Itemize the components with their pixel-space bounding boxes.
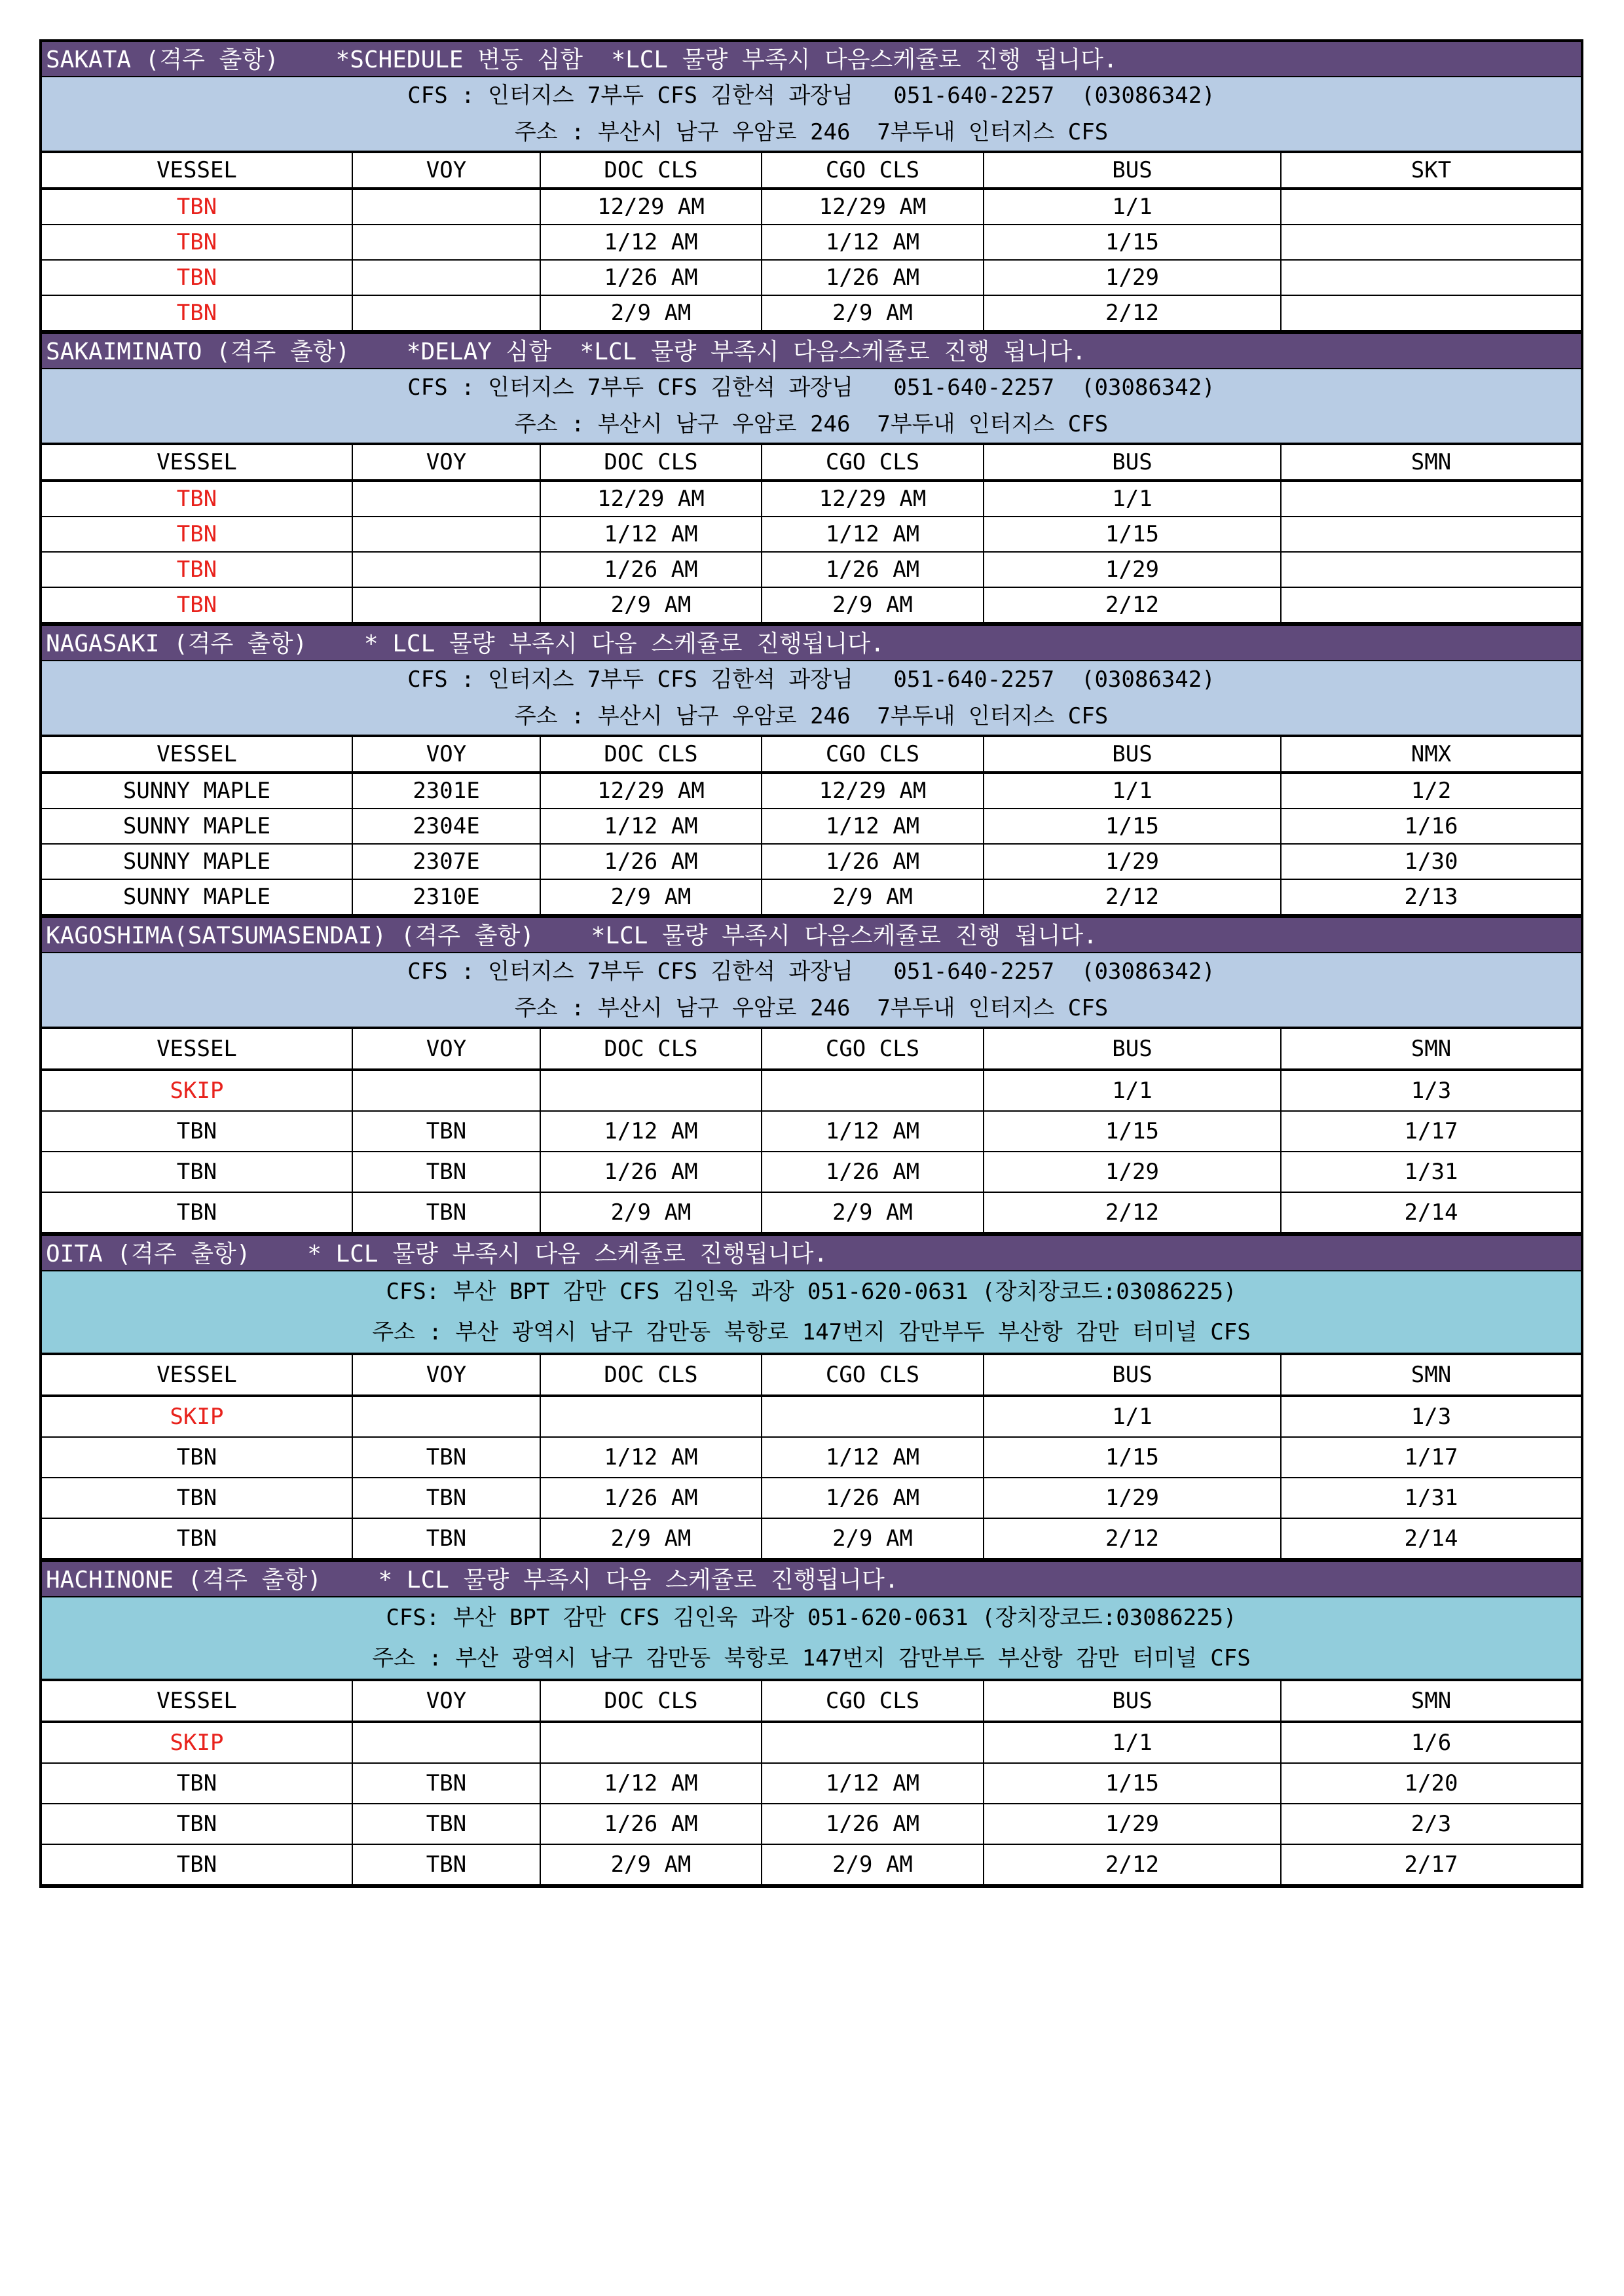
bus-cell: 1/1 [984,1396,1281,1437]
vessel-cell: TBN [42,1152,352,1192]
voy-cell: TBN [352,1518,540,1559]
cfs-info [42,368,1581,443]
cgo-cls-cell: 2/9 AM [762,587,984,623]
doc-cls-cell [540,1396,762,1437]
cgo-cls-cell: 12/29 AM [762,189,984,225]
doc-cls-cell: 1/12 AM [540,225,762,260]
voy-cell [352,1396,540,1437]
cgo-cls-cell: 1/12 AM [762,517,984,552]
section-header: KAGOSHIMA(SATSUMASENDAI) (격주 출항) *LCL 물량 부족시 다음스케쥴로 진행 됩니다. [42,915,1581,952]
section-header: HACHINONE (격주 출항) * LCL 물량 부족시 다음 스케쥴로 진행됩니다. [42,1559,1581,1596]
cgo-cls-cell: 2/9 AM [762,1844,984,1885]
table-header-row [42,152,1581,189]
schedule-table [42,443,1581,623]
dest-cell: 1/17 [1281,1437,1581,1478]
bus-cell: 1/29 [984,260,1281,295]
table-row [42,773,1581,809]
vessel-cell: TBN [42,1763,352,1804]
cgo-cls-cell: 1/26 AM [762,260,984,295]
bus-cell: 1/15 [984,1437,1281,1478]
col-vessel: VESSEL [42,1680,352,1722]
col-vessel: VESSEL [42,736,352,773]
dest-cell: 2/14 [1281,1518,1581,1559]
col-voy: VOY [352,152,540,189]
cgo-cls-cell: 12/29 AM [762,481,984,517]
table-row [42,1804,1581,1844]
address-line: 주소 : 부산시 남구 우암로 246 7부두내 인터지스 CFS [514,411,1109,437]
doc-cls-cell: 2/9 AM [540,879,762,915]
voy-cell: TBN [352,1192,540,1233]
table-header-row [42,1680,1581,1722]
voy-cell: 2307E [352,844,540,879]
doc-cls-cell: 1/26 AM [540,1478,762,1518]
dest-cell: 2/17 [1281,1844,1581,1885]
section-sakata [42,39,1581,331]
cgo-cls-cell: 1/12 AM [762,1437,984,1478]
doc-cls-cell [540,1722,762,1763]
address-line: 주소 : 부산시 남구 우암로 246 7부두내 인터지스 CFS [514,703,1109,729]
table-row [42,1763,1581,1804]
table-row [42,1111,1581,1152]
table-header-row [42,1354,1581,1396]
schedule-table [42,1353,1581,1559]
table-row [42,225,1581,260]
doc-cls-cell: 1/12 AM [540,1111,762,1152]
table-header-row [42,1028,1581,1070]
doc-cls-cell: 1/26 AM [540,844,762,879]
vessel-cell: SUNNY MAPLE [42,879,352,915]
doc-cls-cell [540,1070,762,1111]
dest-cell: 1/31 [1281,1152,1581,1192]
voy-cell: TBN [352,1844,540,1885]
voy-cell [352,260,540,295]
bus-cell: 1/15 [984,809,1281,844]
col-doc-cls: DOC CLS [540,1354,762,1396]
bus-cell: 2/12 [984,587,1281,623]
vessel-cell: SKIP [42,1070,352,1111]
dest-cell: 1/31 [1281,1478,1581,1518]
bus-cell: 1/29 [984,1152,1281,1192]
col-destination: SMN [1281,444,1581,481]
doc-cls-cell: 2/9 AM [540,295,762,331]
address-line: 주소 : 부산 광역시 남구 감만동 북항로 147번지 감만부두 부산항 감만 터미널 CFS [372,1645,1251,1671]
doc-cls-cell: 2/9 AM [540,1192,762,1233]
cgo-cls-cell: 1/12 AM [762,1763,984,1804]
bus-cell: 1/29 [984,844,1281,879]
voy-cell [352,295,540,331]
dest-cell: 2/13 [1281,879,1581,915]
vessel-cell: SUNNY MAPLE [42,773,352,809]
voy-cell [352,481,540,517]
bus-cell: 1/1 [984,189,1281,225]
doc-cls-cell: 1/26 AM [540,552,762,587]
col-voy: VOY [352,444,540,481]
col-bus: BUS [984,1680,1281,1722]
col-voy: VOY [352,736,540,773]
voy-cell [352,587,540,623]
cfs-info [42,660,1581,735]
vessel-cell: TBN [42,517,352,552]
section-hachinone [42,1559,1581,1886]
section-sakaiminato [42,331,1581,623]
dest-cell: 1/2 [1281,773,1581,809]
vessel-cell: TBN [42,260,352,295]
dest-cell [1281,587,1581,623]
bus-cell: 1/15 [984,1763,1281,1804]
voy-cell [352,1722,540,1763]
table-header-row [42,736,1581,773]
col-vessel: VESSEL [42,152,352,189]
cgo-cls-cell [762,1722,984,1763]
table-row [42,1437,1581,1478]
cgo-cls-cell: 1/26 AM [762,844,984,879]
cgo-cls-cell: 2/9 AM [762,879,984,915]
dest-cell: 1/6 [1281,1722,1581,1763]
doc-cls-cell: 1/12 AM [540,517,762,552]
voy-cell: 2301E [352,773,540,809]
dest-cell: 1/3 [1281,1070,1581,1111]
schedule-table [42,735,1581,915]
cgo-cls-cell: 1/12 AM [762,1111,984,1152]
cgo-cls-cell: 1/26 AM [762,1804,984,1844]
section-nagasaki [42,623,1581,915]
vessel-cell: TBN [42,1437,352,1478]
col-voy: VOY [352,1680,540,1722]
vessel-cell: TBN [42,587,352,623]
bus-cell: 1/29 [984,1478,1281,1518]
vessel-cell: SKIP [42,1722,352,1763]
doc-cls-cell: 1/26 AM [540,260,762,295]
col-cgo-cls: CGO CLS [762,1028,984,1070]
table-row [42,517,1581,552]
voy-cell [352,552,540,587]
dest-cell [1281,189,1581,225]
voy-cell [352,225,540,260]
voy-cell: TBN [352,1152,540,1192]
cgo-cls-cell: 1/26 AM [762,1152,984,1192]
doc-cls-cell: 1/26 AM [540,1804,762,1844]
cfs-info [42,1270,1581,1353]
cfs-line: CFS: 부산 BPT 감만 CFS 김인욱 과장 051-620-0631 (장치장코드:03086225) [386,1279,1237,1305]
voy-cell [352,1070,540,1111]
bus-cell: 2/12 [984,1518,1281,1559]
schedule-sheet [39,39,1583,1888]
bus-cell: 1/1 [984,1722,1281,1763]
col-destination: SMN [1281,1028,1581,1070]
cgo-cls-cell: 1/12 AM [762,225,984,260]
table-row [42,1518,1581,1559]
table-row [42,1396,1581,1437]
col-doc-cls: DOC CLS [540,1028,762,1070]
table-row [42,1152,1581,1192]
schedule-table [42,1679,1581,1886]
doc-cls-cell: 2/9 AM [540,1844,762,1885]
cfs-info [42,952,1581,1027]
bus-cell: 1/29 [984,1804,1281,1844]
table-row [42,1478,1581,1518]
dest-cell: 1/3 [1281,1396,1581,1437]
voy-cell: TBN [352,1763,540,1804]
vessel-cell: TBN [42,1804,352,1844]
doc-cls-cell: 1/12 AM [540,1763,762,1804]
vessel-cell: TBN [42,481,352,517]
dest-cell: 1/20 [1281,1763,1581,1804]
table-row [42,809,1581,844]
col-destination: SMN [1281,1354,1581,1396]
col-voy: VOY [352,1354,540,1396]
cgo-cls-cell: 1/26 AM [762,1478,984,1518]
col-doc-cls: DOC CLS [540,152,762,189]
cfs-info [42,76,1581,151]
section-header: OITA (격주 출항) * LCL 물량 부족시 다음 스케쥴로 진행됩니다. [42,1233,1581,1270]
voy-cell: TBN [352,1478,540,1518]
cfs-line: CFS : 인터지스 7부두 CFS 김한석 과장님 051-640-2257 (03086342) [407,958,1215,985]
col-cgo-cls: CGO CLS [762,1354,984,1396]
vessel-cell: TBN [42,295,352,331]
address-line: 주소 : 부산 광역시 남구 감만동 북항로 147번지 감만부두 부산항 감만 터미널 CFS [372,1319,1251,1345]
bus-cell: 1/15 [984,225,1281,260]
cgo-cls-cell: 2/9 AM [762,1518,984,1559]
dest-cell [1281,260,1581,295]
voy-cell: TBN [352,1804,540,1844]
col-vessel: VESSEL [42,444,352,481]
col-cgo-cls: CGO CLS [762,1680,984,1722]
voy-cell: 2310E [352,879,540,915]
bus-cell: 1/1 [984,773,1281,809]
vessel-cell: TBN [42,189,352,225]
table-row [42,481,1581,517]
dest-cell [1281,225,1581,260]
voy-cell [352,189,540,225]
col-destination: SMN [1281,1680,1581,1722]
table-row [42,189,1581,225]
col-doc-cls: DOC CLS [540,736,762,773]
section-kagoshima [42,915,1581,1233]
cgo-cls-cell [762,1070,984,1111]
col-cgo-cls: CGO CLS [762,152,984,189]
dest-cell [1281,481,1581,517]
vessel-cell: TBN [42,1478,352,1518]
address-line: 주소 : 부산시 남구 우암로 246 7부두내 인터지스 CFS [514,995,1109,1021]
vessel-cell: TBN [42,225,352,260]
cgo-cls-cell: 1/12 AM [762,809,984,844]
table-row [42,1070,1581,1111]
address-line: 주소 : 부산시 남구 우암로 246 7부두내 인터지스 CFS [514,119,1109,145]
doc-cls-cell: 12/29 AM [540,481,762,517]
bus-cell: 2/12 [984,1192,1281,1233]
doc-cls-cell: 12/29 AM [540,189,762,225]
table-row [42,295,1581,331]
doc-cls-cell: 2/9 AM [540,587,762,623]
vessel-cell: TBN [42,1844,352,1885]
table-row [42,587,1581,623]
cfs-line: CFS : 인터지스 7부두 CFS 김한석 과장님 051-640-2257 (03086342) [407,82,1215,109]
table-row [42,1722,1581,1763]
cgo-cls-cell: 1/26 AM [762,552,984,587]
table-row [42,1844,1581,1885]
col-bus: BUS [984,736,1281,773]
dest-cell [1281,517,1581,552]
dest-cell: 1/16 [1281,809,1581,844]
col-bus: BUS [984,152,1281,189]
cfs-line: CFS : 인터지스 7부두 CFS 김한석 과장님 051-640-2257 (03086342) [407,374,1215,401]
vessel-cell: SUNNY MAPLE [42,844,352,879]
bus-cell: 2/12 [984,295,1281,331]
bus-cell: 1/15 [984,1111,1281,1152]
bus-cell: 1/1 [984,1070,1281,1111]
dest-cell: 2/3 [1281,1804,1581,1844]
col-destination: NMX [1281,736,1581,773]
section-header: SAKATA (격주 출항) *SCHEDULE 변동 심함 *LCL 물량 부족시 다음스케쥴로 진행 됩니다. [42,39,1581,76]
schedule-table [42,151,1581,331]
table-header-row [42,444,1581,481]
bus-cell: 1/29 [984,552,1281,587]
bus-cell: 2/12 [984,1844,1281,1885]
dest-cell: 1/30 [1281,844,1581,879]
col-cgo-cls: CGO CLS [762,736,984,773]
table-row [42,879,1581,915]
voy-cell: 2304E [352,809,540,844]
vessel-cell: TBN [42,1111,352,1152]
vessel-cell: SUNNY MAPLE [42,809,352,844]
bus-cell: 1/1 [984,481,1281,517]
dest-cell: 2/14 [1281,1192,1581,1233]
col-bus: BUS [984,444,1281,481]
voy-cell: TBN [352,1437,540,1478]
col-bus: BUS [984,1028,1281,1070]
cgo-cls-cell: 2/9 AM [762,1192,984,1233]
cgo-cls-cell: 2/9 AM [762,295,984,331]
section-header: NAGASAKI (격주 출항) * LCL 물량 부족시 다음 스케쥴로 진행됩니다. [42,623,1581,660]
vessel-cell: TBN [42,552,352,587]
col-vessel: VESSEL [42,1028,352,1070]
doc-cls-cell: 1/26 AM [540,1152,762,1192]
col-bus: BUS [984,1354,1281,1396]
bus-cell: 2/12 [984,879,1281,915]
dest-cell [1281,552,1581,587]
vessel-cell: TBN [42,1518,352,1559]
vessel-cell: TBN [42,1192,352,1233]
voy-cell [352,517,540,552]
doc-cls-cell: 1/12 AM [540,809,762,844]
col-doc-cls: DOC CLS [540,444,762,481]
col-vessel: VESSEL [42,1354,352,1396]
col-destination: SKT [1281,152,1581,189]
bus-cell: 1/15 [984,517,1281,552]
col-cgo-cls: CGO CLS [762,444,984,481]
table-row [42,844,1581,879]
col-voy: VOY [352,1028,540,1070]
dest-cell [1281,295,1581,331]
table-row [42,1192,1581,1233]
section-header: SAKAIMINATO (격주 출항) *DELAY 심함 *LCL 물량 부족시 다음스케쥴로 진행 됩니다. [42,331,1581,368]
doc-cls-cell: 12/29 AM [540,773,762,809]
cfs-line: CFS : 인터지스 7부두 CFS 김한석 과장님 051-640-2257 (03086342) [407,666,1215,693]
vessel-cell: SKIP [42,1396,352,1437]
voy-cell: TBN [352,1111,540,1152]
section-oita [42,1233,1581,1559]
schedule-table [42,1027,1581,1233]
cfs-info [42,1596,1581,1679]
cgo-cls-cell [762,1396,984,1437]
cgo-cls-cell: 12/29 AM [762,773,984,809]
doc-cls-cell: 1/12 AM [540,1437,762,1478]
col-doc-cls: DOC CLS [540,1680,762,1722]
doc-cls-cell: 2/9 AM [540,1518,762,1559]
table-row [42,260,1581,295]
dest-cell: 1/17 [1281,1111,1581,1152]
table-row [42,552,1581,587]
cfs-line: CFS: 부산 BPT 감만 CFS 김인욱 과장 051-620-0631 (장치장코드:03086225) [386,1605,1237,1631]
